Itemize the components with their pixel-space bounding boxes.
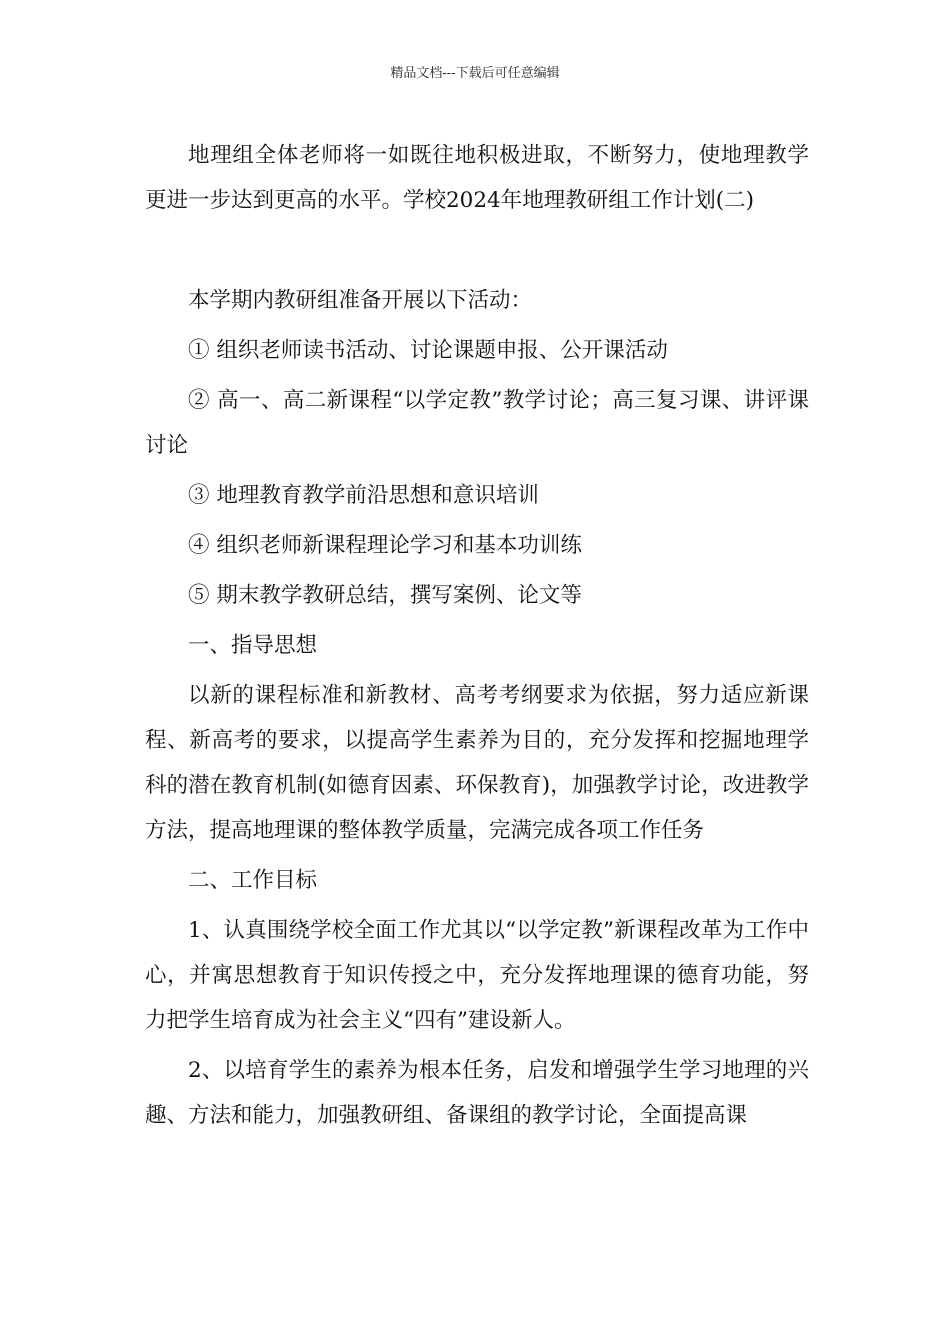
document-body	[145, 133, 809, 1143]
section-heading-guiding-ideology: 一、指导思想	[188, 633, 318, 658]
paragraph-goal-1: 1、认真围绕学校全面工作尤其以“以学定教”新课程改革为工作中心，并寓思想教育于知识传授之中，充分发挥地理课的德育功能，努力把学生培育成为社会主义“四有”建设新人。	[145, 918, 809, 1033]
paragraph-intro: 地理组全体老师将一如既往地积极进取，不断努力，使地理教学更进一步达到更高的水平。学校2024年地理教研组工作计划(二)	[145, 143, 809, 213]
paragraph-activities-heading: 本学期内教研组准备开展以下活动：	[188, 288, 533, 313]
paragraph-guiding-ideology: 以新的课程标准和新教材、高考考纲要求为依据，努力适应新课程、新高考的要求，以提高学生素养为目的，充分发挥和挖掘地理学科的潜在教育机制(如德育因素、环保教育)，加强教学讨论，改进教学方法，提高地理课的整体教学质量，完满完成各项工作任务	[145, 683, 809, 843]
list-item-activity-3: ③ 地理教育教学前沿思想和意识培训	[188, 483, 539, 508]
paragraph-goal-2: 2、以培育学生的素养为根本任务，启发和增强学生学习地理的兴趣、方法和能力，加强教研组、备课组的教学讨论，全面提高课	[145, 1058, 809, 1128]
section-heading-work-goals: 二、工作目标	[188, 868, 318, 893]
list-item-activity-4: ④ 组织老师新课程理论学习和基本功训练	[188, 533, 582, 558]
list-item-activity-5: ⑤ 期末教学教研总结，撰写案例、论文等	[188, 583, 582, 608]
page-header: 精品文档---下载后可任意编辑	[390, 66, 560, 81]
list-item-activity-1: ① 组织老师读书活动、讨论课题申报、公开课活动	[188, 338, 668, 363]
list-item-activity-2: ② 高一、高二新课程“以学定教”教学讨论；高三复习课、讲评课讨论	[145, 388, 809, 458]
